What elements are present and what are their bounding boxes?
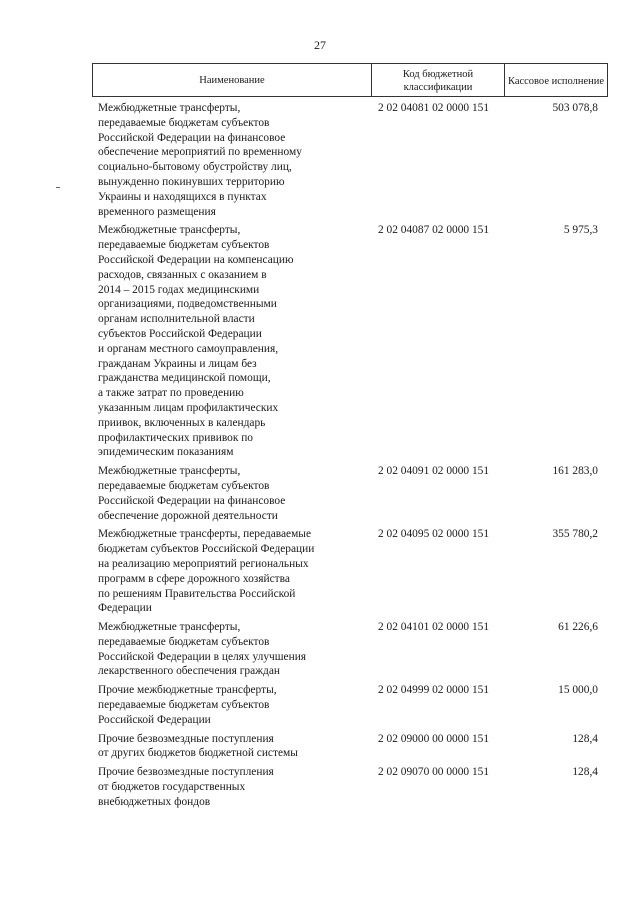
row-amount: 128,4 (572, 732, 598, 745)
row-amount: 15 000,0 (558, 684, 598, 697)
row-amount: 5 975,3 (563, 224, 598, 237)
page-number: 27 (314, 38, 326, 52)
header-name: Наименование (93, 64, 372, 96)
row-amount: 355 780,2 (552, 528, 598, 541)
row-code: 2 02 09070 00 0000 151 (378, 766, 490, 779)
table-row (92, 683, 608, 727)
row-name: Межбюджетные трансферты, передаваемые бюджетам субъектов Российской Федерации на финансовое обеспечение мероприятий по временному социально-бытовому обустройству лиц, вынужденно покинувших территорию Украины и находящихся в пунктах временного размещения (98, 102, 302, 218)
row-name: Межбюджетные трансферты, передаваемые бюджетам субъектов Российской Федерации на финансовое обеспечение дорожной деятельности (98, 465, 286, 522)
row-amount: 161 283,0 (552, 465, 598, 478)
row-name: Прочие межбюджетные трансферты, передаваемые бюджетам субъектов Российской Федерации (98, 684, 277, 726)
row-amount: 503 078,8 (552, 102, 598, 114)
row-code: 2 02 04101 02 0000 151 (378, 621, 490, 634)
row-name: Межбюджетные трансферты, передаваемые бюджетам субъектов Российской Федерации на реализацию мероприятий региональных программ в сфере дорожного хозяйства по решениям Правительства Российской Федерации (98, 528, 315, 615)
row-code: 2 02 04091 02 0000 151 (378, 465, 490, 478)
margin-mark (56, 187, 60, 188)
row-name: Межбюджетные трансферты, передаваемые бюджетам субъектов Российской Федерации в целях улучшения лекарственного обеспечения граждан (98, 621, 307, 678)
table-row (92, 223, 608, 460)
row-code: 2 02 09000 00 0000 151 (378, 732, 490, 745)
table-body (92, 101, 608, 814)
table-row (92, 527, 608, 616)
table-row (92, 620, 608, 679)
header-execution: Кассовое исполнение (507, 75, 605, 87)
table-row (92, 464, 608, 523)
row-name: Прочие безвозмездные поступления от других бюджетов бюджетной системы (98, 732, 298, 760)
row-code: 2 02 04081 02 0000 151 (378, 102, 490, 114)
row-code: 2 02 04999 02 0000 151 (378, 684, 490, 697)
row-amount: 128,4 (572, 766, 598, 779)
header-code: Код бюджетной классификации (372, 64, 505, 96)
row-code: 2 02 04095 02 0000 151 (378, 528, 490, 541)
table-row (92, 732, 608, 762)
table-header (92, 63, 608, 97)
row-code: 2 02 04087 02 0000 151 (378, 224, 490, 237)
row-amount: 61 226,6 (558, 621, 598, 634)
table-row (92, 101, 608, 219)
row-name: Прочие безвозмездные поступления от бюджетов государственных внебюджетных фондов (98, 766, 274, 808)
table-row (92, 765, 608, 809)
row-name: Межбюджетные трансферты, передаваемые бюджетам субъектов Российской Федерации на компенсацию расходов, связанных с оказанием в 2014 – 2015 годах медицинскими организациями, подведомственными органам исполнительной власти субъектов Российской Федерации и органам местного самоуправления, гражданам Украины и лицам без гражданства медицинской помощи, а также затрат по проведению указанным лицам профилактических приивок, включенных в календарь профилактических прививок по эпидемическим показаниям (98, 224, 294, 459)
